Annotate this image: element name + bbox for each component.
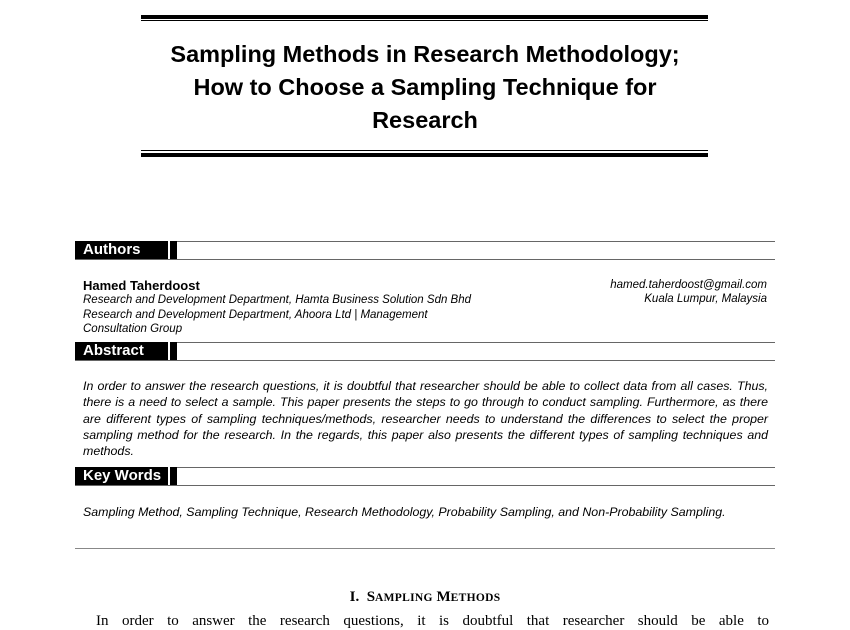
title-bottom-rule-thick [141, 153, 708, 157]
section-1-title-rest-1: AMPLING [375, 592, 433, 604]
authors-section-header [75, 241, 775, 261]
keywords-section-header [75, 467, 775, 487]
abstract-header-bottom-line [75, 360, 775, 361]
title-top-rule-thick [141, 15, 708, 19]
keywords-header-tab [171, 467, 177, 485]
keywords-header-bottom-line [75, 485, 775, 486]
author-name: Hamed Taherdoost [83, 278, 200, 293]
authors-header-bottom-line [75, 259, 775, 260]
authors-label: Authors [75, 241, 177, 259]
abstract-header-top-line [177, 342, 775, 343]
front-matter-bottom-rule [75, 548, 775, 549]
section-1-title-rest-2: ETHODS [450, 592, 501, 604]
authors-header-top-line [177, 241, 775, 242]
abstract-header-tab [171, 342, 177, 360]
paper-title [120, 38, 730, 137]
abstract-section-header [75, 342, 775, 362]
section-1-heading [0, 589, 850, 606]
section-1-title-initial-1: S [366, 589, 376, 605]
abstract-label: Abstract [75, 342, 177, 360]
author-affiliation-2: Research and Development Department, Ahoora Ltd | Management [83, 308, 428, 321]
keywords-header-top-line [177, 467, 775, 468]
title-bottom-rule-thin [141, 150, 708, 151]
section-1-number: I. [349, 589, 360, 605]
author-affiliation-1: Research and Development Department, Hamta Business Solution Sdn Bhd [83, 294, 472, 306]
keywords-text: Sampling Method, Sampling Technique, Research Methodology, Probability Sampling, and Non-Probability Sampling. [83, 505, 726, 519]
keywords-label: Key Words [75, 467, 177, 485]
paper-title-line-2: How to Choose a Sampling Technique for [193, 74, 657, 100]
abstract-text: In order to answer the research questions, it is doubtful that researcher should be able to collect data from all cases. Thus, there is a need to select a sample. This paper presents the steps to go through to conduct sampling. Furthermore, as there are different types of sampling techniques/methods, researcher needs to understand the differences to select the proper sampling method for the research. In the regards, this paper also presents the different types of sampling techniques and methods. [83, 379, 768, 459]
author-email[interactable]: hamed.taherdoost@gmail.com [610, 279, 767, 291]
author-location: Kuala Lumpur, Malaysia [644, 293, 767, 305]
section-1-title-initial-2: M [436, 589, 451, 605]
paper-title-line-1: Sampling Methods in Research Methodology; [170, 41, 680, 67]
paper-title-line-3: Research [372, 107, 478, 133]
title-top-rule-thin [141, 20, 708, 21]
section-1-body-first-line: In order to answer the research questions, it is doubtful that researcher should be able to [96, 613, 769, 629]
author-affiliation-3: Consultation Group [83, 323, 183, 335]
authors-header-tab [171, 241, 177, 259]
